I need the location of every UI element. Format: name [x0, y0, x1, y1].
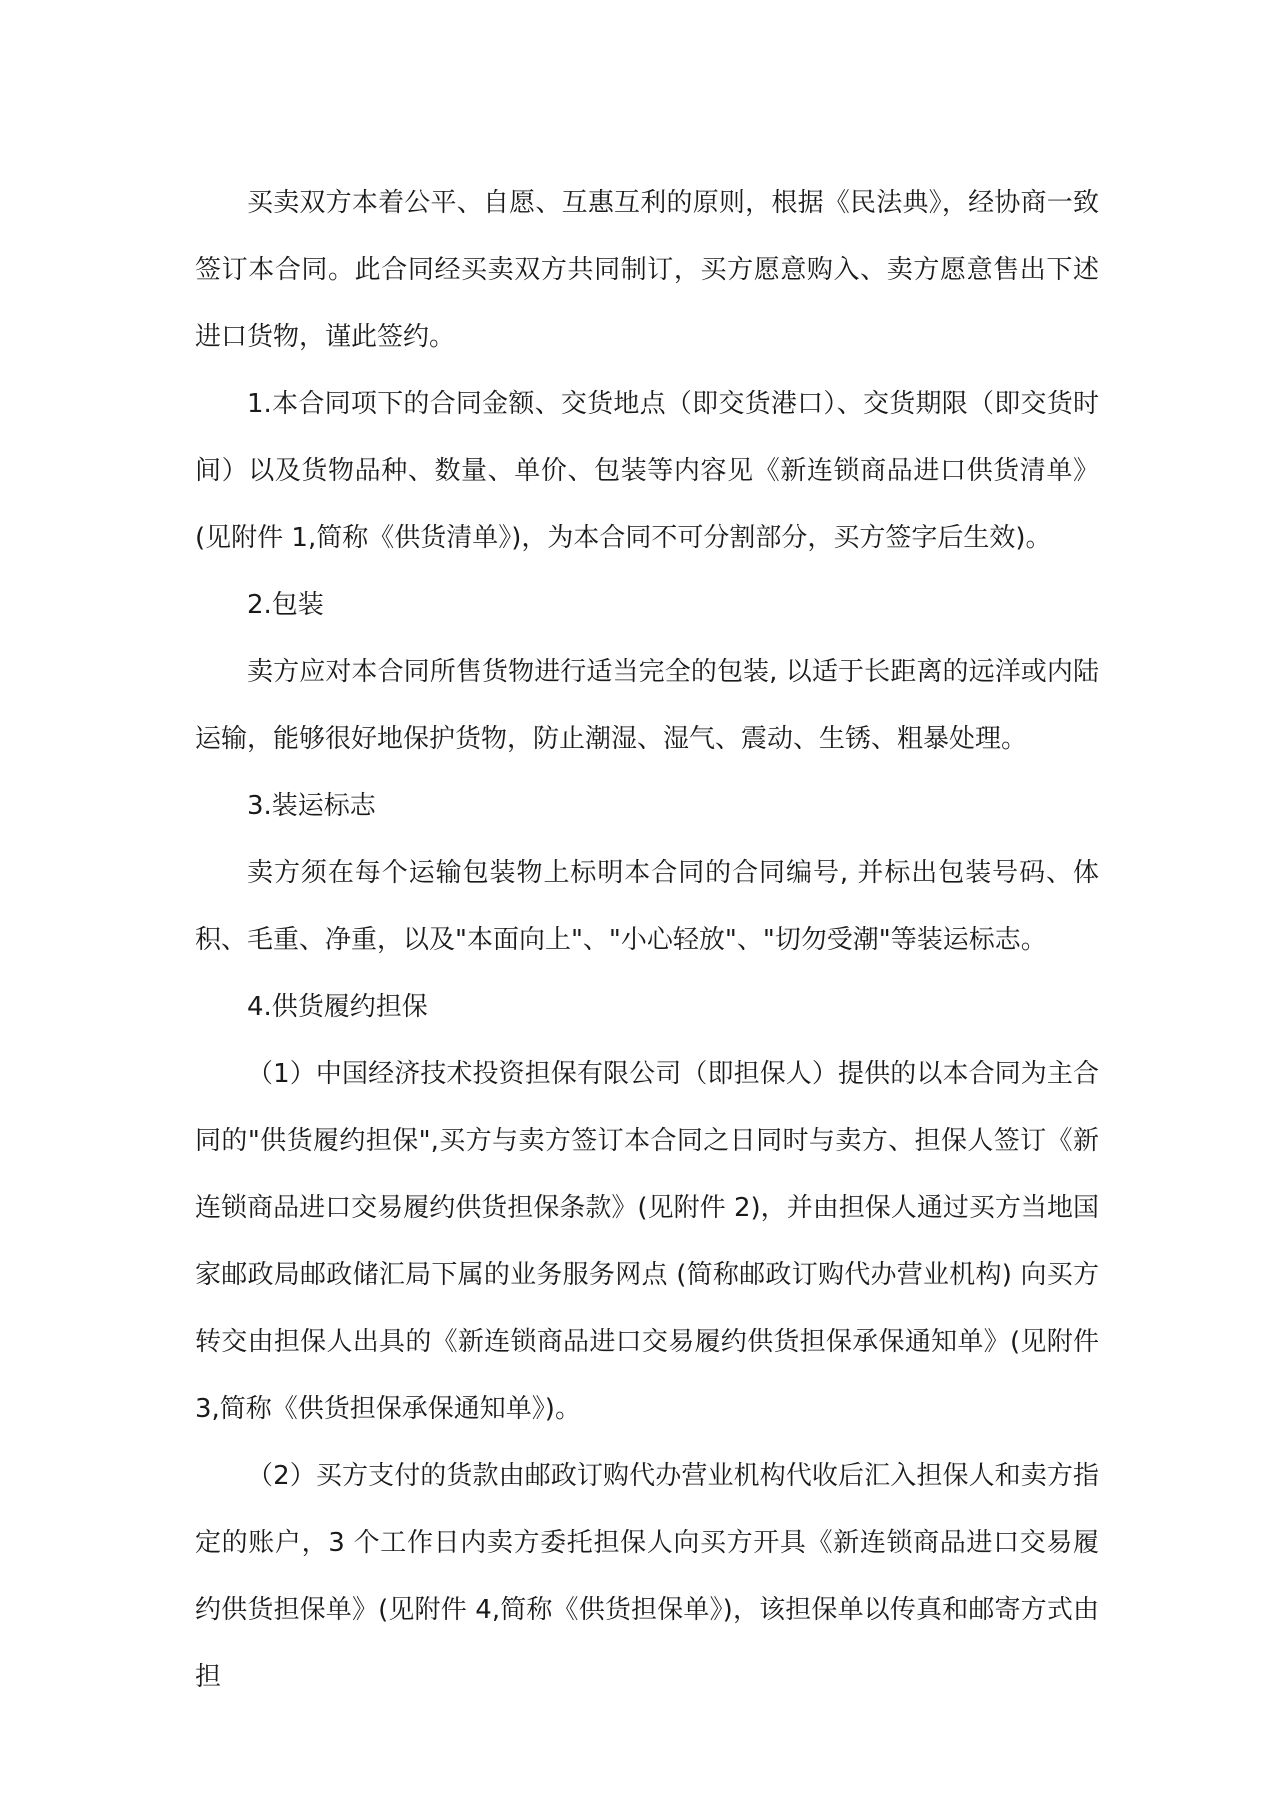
- paragraph-shipping-marks: 卖方须在每个运输包装物上标明本合同的合同编号, 并标出包装号码、体积、毛重、净重，以及"本面向上"、"小心轻放"、"切勿受潮"等装运标志。: [195, 858, 1099, 955]
- heading-packaging: 2.包装: [247, 590, 324, 620]
- paragraph-guarantee-2: （2）买方支付的货款由邮政订购代办营业机构代收后汇入担保人和卖方指定的账户，3 个工作日内卖方委托担保人向买方开具《新连锁商品进口交易履约供货担保单》(见附件 4,简称《供货担保单》)，该担保单以传真和邮寄方式由担: [195, 1461, 1099, 1692]
- paragraph-guarantee-1: （1）中国经济技术投资担保有限公司（即担保人）提供的以本合同为主合同的"供货履约担保",买方与卖方签订本合同之日同时与卖方、担保人签订《新连锁商品进口交易履约供货担保条款》(见附件 2)，并由担保人通过买方当地国家邮政局邮政储汇局下属的业务服务网点 (简称邮政订购代办营业机构) 向买方转交由担保人出具的《新连锁商品进口交易履约供货担保承保通知单》(见附件 3,简称《供货担保承保通知单》)。: [195, 1059, 1099, 1424]
- contract-page: [195, 170, 1099, 1711]
- paragraph-packaging: 卖方应对本合同所售货物进行适当完全的包装, 以适于长距离的远洋或内陆运输，能够很好地保护货物，防止潮湿、湿气、震动、生锈、粗暴处理。: [195, 657, 1099, 754]
- heading-performance-guarantee: 4.供货履约担保: [247, 992, 428, 1022]
- heading-shipping-marks: 3.装运标志: [247, 791, 376, 821]
- paragraph-preamble: 买卖双方本着公平、自愿、互惠互利的原则，根据《民法典》，经协商一致签订本合同。此合同经买卖双方共同制订，买方愿意购入、卖方愿意售出下述进口货物，谨此签约。: [195, 188, 1099, 352]
- paragraph-clause-1: 1.本合同项下的合同金额、交货地点（即交货港口）、交货期限（即交货时间）以及货物品种、数量、单价、包装等内容见《新连锁商品进口供货清单》(见附件 1,简称《供货清单》)，为本合同不可分割部分，买方签字后生效)。: [195, 389, 1099, 553]
